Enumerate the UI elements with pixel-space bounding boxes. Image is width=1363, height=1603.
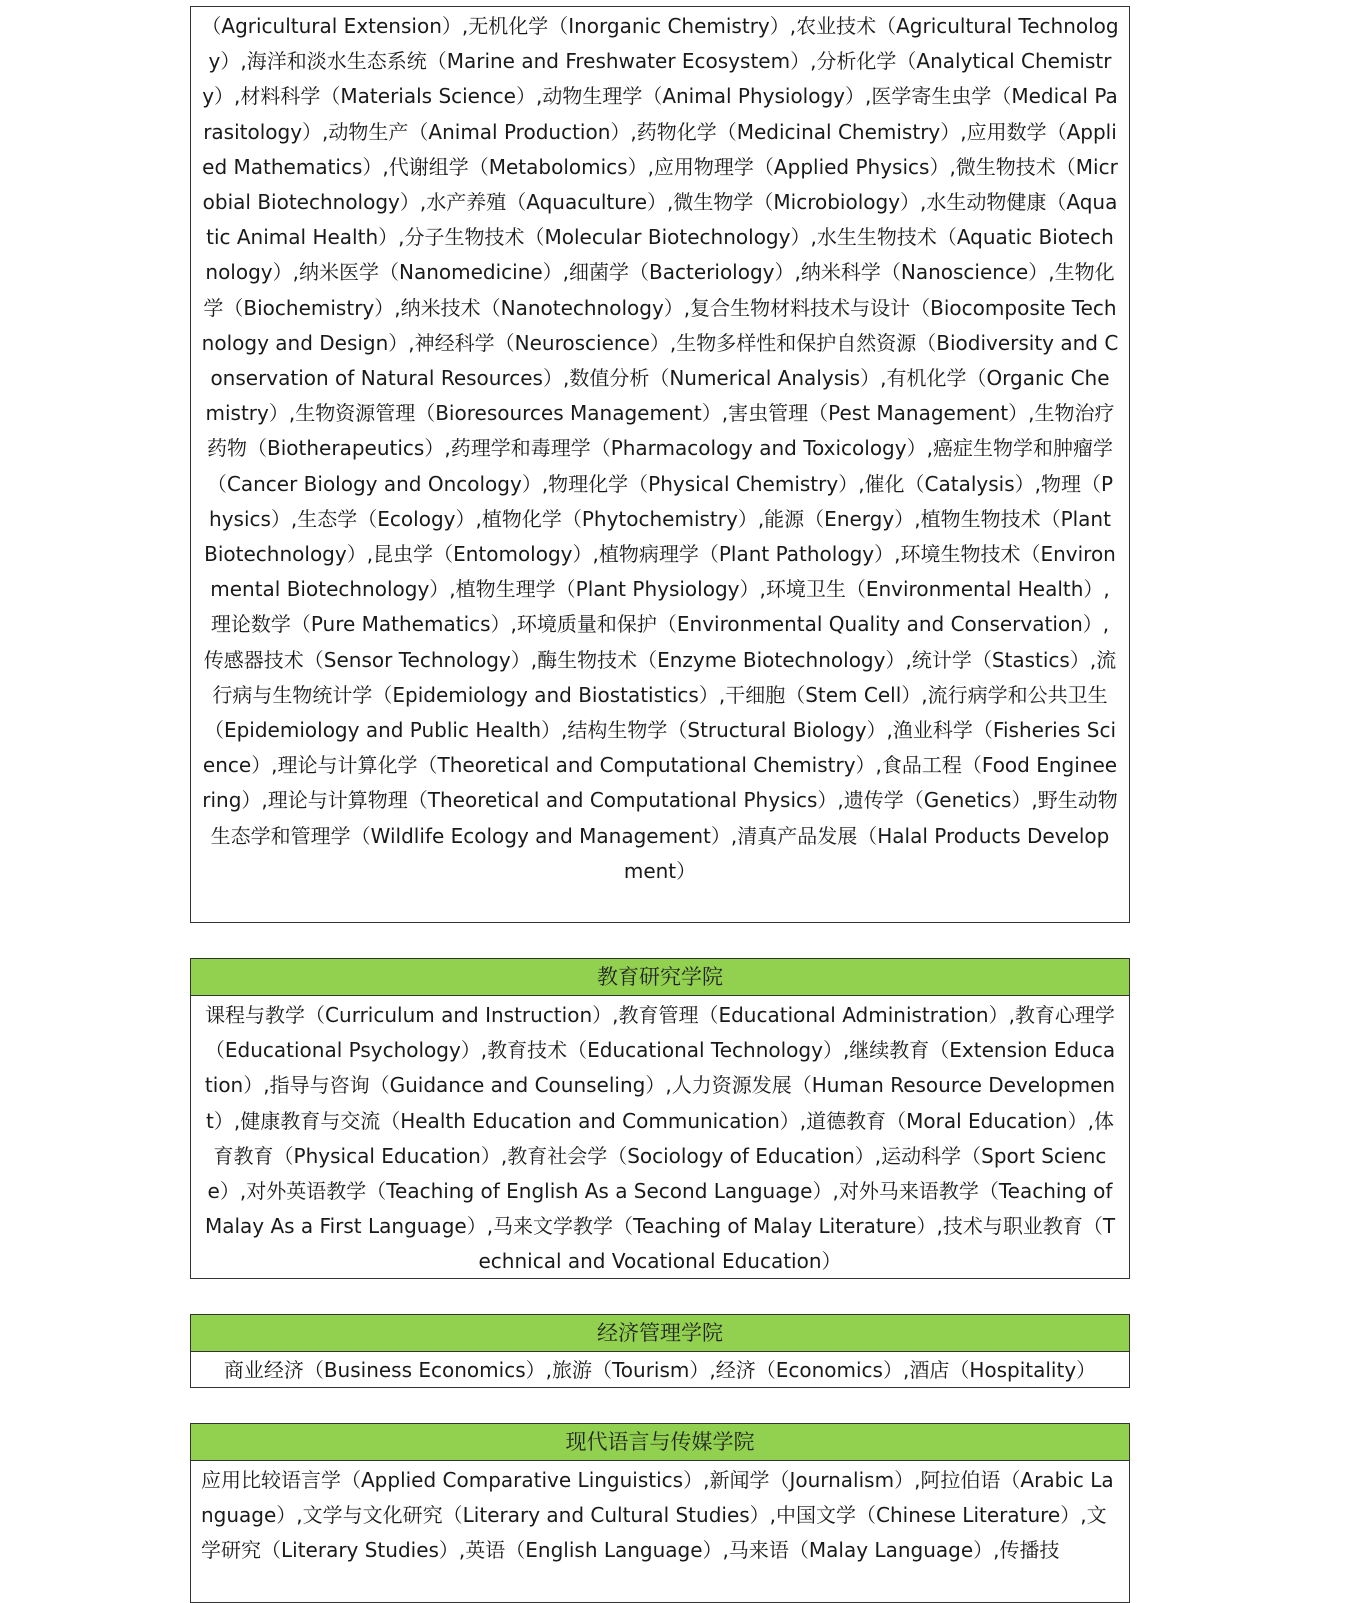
section-body: 商业经济（Business Economics）,旅游（Tourism）,经济（Economics）,酒店（Hospitality） (223, 1358, 1097, 1382)
faculty-section-science (190, 6, 1130, 923)
section-title: 经济管理学院 (191, 1315, 1129, 1352)
section-title: 现代语言与传媒学院 (191, 1424, 1129, 1461)
section-body: 应用比较语言学（Applied Comparative Linguistics）,新闻学（Journalism）,阿拉伯语（Arabic Language）,文学与文化研究（Literary and Cultural Studies）,中国文学（Chinese Literature）,文学研究（Literary Studies）,英语（English Language）,马来语（Malay Language）,传播技 (201, 1468, 1114, 1563)
faculty-section-economics (190, 1314, 1130, 1388)
section-body: （Agricultural Extension）,无机化学（Inorganic Chemistry）,农业技术（Agricultural Technology）,海洋和淡水生态系统（Marine and Freshwater Ecosystem）,分析化学（Analytical Chemistry）,材料科学（Materials Science）,动物生理学（Animal Physiology）,医学寄生虫学（Medical Parasitology）,动物生产（Animal Production）,药物化学（Medicinal Chemistry）,应用数学（Applied Mathematics）,代谢组学（Metabolomics）,应用物理学（Applied Physics）,微生物技术（Microbial Biotechnology）,水产养殖（Aquaculture）,微生物学（Microbiology）,水生动物健康（Aquatic Animal Health）,分子生物技术（Molecular Biotechnology）,水生生物技术（Aquatic Biotechnology）,纳米医学（Nanomedicine）,细菌学（Bacteriology）,纳米科学（Nanoscience）,生物化学（Biochemistry）,纳米技术（Nanotechnology）,复合生物材料技术与设计（Biocomposite Technology and Design）,神经科学（Neuroscience）,生物多样性和保护自然资源（Biodiversity and Conservation of Natural Resources）,数值分析（Numerical Analysis）,有机化学（Organic Chemistry）,生物资源管理（Bioresources Management）,害虫管理（Pest Management）,生物治疗药物（Biotherapeutics）,药理学和毒理学（Pharmacology and Toxicology）,癌症生物学和肿瘤学（Cancer Biology and Oncology）,物理化学（Physical Chemistry）,催化（Catalysis）,物理（Physics）,生态学（Ecology）,植物化学（Phytochemistry）,能源（Energy）,植物生物技术（Plant Biotechnology）,昆虫学（Entomology）,植物病理学（Plant Pathology）,环境生物技术（Environmental Biotechnology）,植物生理学（Plant Physiology）,环境卫生（Environmental Health）,理论数学（Pure Mathematics）,环境质量和保护（Environmental Quality and Conservation）,传感器技术（Sensor Technology）,酶生物技术（Enzyme Biotechnology）,统计学（Stastics）,流行病与生物统计学（Epidemiology and Biostatistics）,干细胞（Stem Cell）,流行病学和公共卫生（Epidemiology and Public Health）,结构生物学（Structural Biology）,渔业科学（Fisheries Science）,理论与计算化学（Theoretical and Computational Chemistry）,食品工程（Food Engineering）,理论与计算物理（Theoretical and Computational Physics）,遗传学（Genetics）,野生动物生态学和管理学（Wildlife Ecology and Management）,清真产品发展（Halal Products Development） (201, 14, 1119, 883)
section-body: 课程与教学（Curriculum and Instruction）,教育管理（Educational Administration）,教育心理学（Educational Psychology）,教育技术（Educational Technology）,继续教育（Extension Education）,指导与咨询（Guidance and Counseling）,人力资源发展（Human Resource Development）,健康教育与交流（Health Education and Communication）,道德教育（Moral Education）,体育教育（Physical Education）,教育社会学（Sociology of Education）,运动科学（Sport Science）,对外英语教学（Teaching of English As a Second Language）,对外马来语教学（Teaching of Malay As a First Language）,马来文学教学（Teaching of Malay Literature）,技术与职业教育（Technical and Vocational Education） (204, 1003, 1116, 1274)
faculty-section-education (190, 958, 1130, 1279)
section-title: 教育研究学院 (191, 959, 1129, 996)
faculty-section-languages (190, 1423, 1130, 1603)
